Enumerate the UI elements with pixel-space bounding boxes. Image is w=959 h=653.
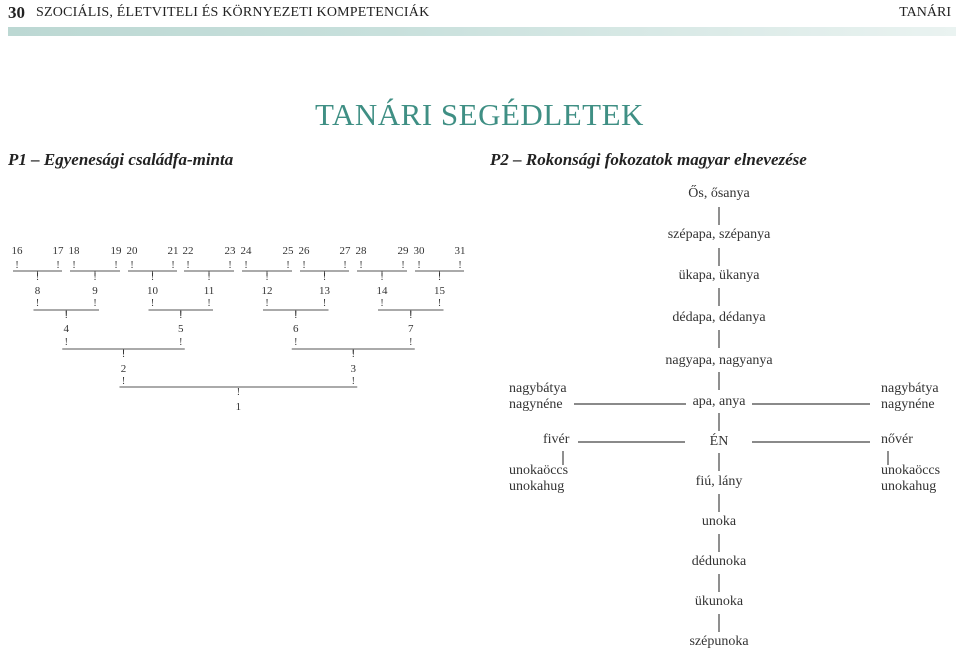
ancestor-label: nagyapa, nagyanya xyxy=(665,353,773,368)
header-label: TANÁRI xyxy=(899,5,951,20)
tree-person-number: 5 xyxy=(178,323,184,335)
section-title-p1: P1 – Egyenesági családfa-minta xyxy=(8,150,234,169)
tree-mark: ! xyxy=(64,310,68,321)
tree-mark: ! xyxy=(179,310,183,321)
child-label: fiú, lány xyxy=(695,474,743,489)
tree-person-number: 14 xyxy=(376,285,388,297)
tree-mark: ! xyxy=(380,298,384,309)
family-tree-lines xyxy=(0,0,480,430)
tree-mark: ! xyxy=(228,260,232,271)
tree-mark: ! xyxy=(359,260,363,271)
tree-mark: ! xyxy=(179,337,183,348)
tree-person-number: 19 xyxy=(110,245,122,257)
tree-mark: ! xyxy=(286,260,290,271)
parents-label: apa, anya xyxy=(692,394,746,409)
left-niece-label: unokahug xyxy=(509,479,565,494)
section-title-p2: P2 – Rokonsági fokozatok magyar elnevezése xyxy=(490,150,807,169)
tree-mark: ! xyxy=(437,298,442,309)
ancestor-label: dédapa, dédanya xyxy=(672,310,766,325)
tree-person-number: 10 xyxy=(147,285,158,297)
tree-person-number: 2 xyxy=(120,363,127,375)
tree-mark: ! xyxy=(294,337,298,348)
ancestor-label: Ős, ősanya xyxy=(688,186,750,201)
left-nephew-niece xyxy=(509,463,568,495)
tree-mark: ! xyxy=(236,387,241,398)
tree-mark: ! xyxy=(207,298,211,309)
tree-person-number: 30 xyxy=(413,245,425,257)
tree-person-number: 16 xyxy=(11,245,23,257)
tree-mark: ! xyxy=(343,260,347,271)
tree-person-number: 7 xyxy=(408,323,414,335)
right-aunt-label: nagynéne xyxy=(881,397,935,412)
tree-person-number: 8 xyxy=(34,285,41,297)
tree-person-number: 27 xyxy=(339,245,351,257)
tree-person-number: 28 xyxy=(355,245,367,257)
right-nephew-label: unokaöccs xyxy=(881,463,941,478)
tree-person-number: 18 xyxy=(68,245,80,257)
tree-person-number: 22 xyxy=(182,245,194,257)
tree-mark: ! xyxy=(171,260,175,271)
right-uncle-label: nagybátya xyxy=(881,381,939,396)
tree-mark: ! xyxy=(35,272,40,283)
right-niece-label: unokahug xyxy=(881,479,937,494)
left-uncle-aunt xyxy=(509,381,567,413)
right-uncle-aunt xyxy=(881,381,939,413)
descendant-label: unoka xyxy=(701,514,737,529)
tree-mark: ! xyxy=(458,260,462,271)
self-label: ÉN xyxy=(709,434,729,449)
tree-mark: ! xyxy=(351,349,355,360)
family-tree xyxy=(0,0,480,430)
ancestor-label: szépapa, szépanya xyxy=(667,227,771,242)
tree-person-number: 26 xyxy=(298,245,310,257)
tree-mark: ! xyxy=(121,349,126,360)
tree-person-number: 4 xyxy=(63,323,69,335)
tree-person-number: 21 xyxy=(167,245,179,257)
tree-mark: ! xyxy=(265,298,269,309)
ancestor-label: ükapa, ükanya xyxy=(678,268,760,283)
tree-mark: ! xyxy=(401,260,405,271)
chapter-title: SZOCIÁLIS, ÉLETVITELI ÉS KÖRNYEZETI KOMPETENCIÁK xyxy=(36,5,430,20)
tree-person-number: 11 xyxy=(203,285,215,297)
left-aunt-label: nagynéne xyxy=(509,397,563,412)
right-nephew-niece xyxy=(881,463,940,495)
tree-mark: ! xyxy=(56,260,60,271)
tree-mark: ! xyxy=(294,310,298,321)
tree-mark: ! xyxy=(437,272,442,283)
tree-mark: ! xyxy=(93,298,97,309)
right-sibling-label: nővér xyxy=(881,432,913,447)
tree-mark: ! xyxy=(302,260,306,271)
tree-mark: ! xyxy=(150,272,155,283)
tree-mark: ! xyxy=(72,260,76,271)
tree-mark: ! xyxy=(35,298,40,309)
tree-mark: ! xyxy=(93,272,97,283)
tree-person-number: 29 xyxy=(397,245,409,257)
tree-mark: ! xyxy=(207,272,211,283)
tree-person-number: 13 xyxy=(319,285,330,297)
tree-mark: ! xyxy=(64,337,68,348)
tree-person-number: 25 xyxy=(282,245,294,257)
tree-mark: ! xyxy=(121,376,126,387)
page-number: 30 xyxy=(8,3,25,22)
descendant-label: dédunoka xyxy=(691,554,747,569)
tree-person-number: 20 xyxy=(126,245,138,257)
tree-mark: ! xyxy=(351,376,355,387)
tree-person-number: 17 xyxy=(52,245,64,257)
tree-person-number: 15 xyxy=(434,285,445,297)
tree-mark: ! xyxy=(409,310,413,321)
tree-mark: ! xyxy=(322,272,327,283)
tree-mark: ! xyxy=(409,337,413,348)
tree-person-number: 1 xyxy=(235,401,242,413)
tree-mark: ! xyxy=(150,298,155,309)
tree-mark: ! xyxy=(15,260,19,271)
tree-person-number: 23 xyxy=(224,245,236,257)
page-title: TANÁRI SEGÉDLETEK xyxy=(315,97,644,132)
tree-person-number: 24 xyxy=(240,245,252,257)
tree-mark: ! xyxy=(114,260,118,271)
descendant-label: szépunoka xyxy=(689,634,749,649)
tree-mark: ! xyxy=(322,298,327,309)
tree-person-number: 9 xyxy=(92,285,98,297)
tree-person-number: 6 xyxy=(293,323,299,335)
tree-person-number: 3 xyxy=(350,363,356,375)
tree-mark: ! xyxy=(130,260,134,271)
tree-mark: ! xyxy=(417,260,421,271)
tree-mark: ! xyxy=(186,260,190,271)
left-uncle-label: nagybátya xyxy=(509,381,567,396)
tree-mark: ! xyxy=(244,260,248,271)
tree-mark: ! xyxy=(380,272,384,283)
descendant-label: ükunoka xyxy=(694,594,744,609)
tree-mark: ! xyxy=(265,272,269,283)
tree-person-number: 12 xyxy=(261,285,273,297)
tree-person-number: 31 xyxy=(454,245,466,257)
left-nephew-label: unokaöccs xyxy=(509,463,569,478)
left-sibling-label: fivér xyxy=(543,432,570,447)
